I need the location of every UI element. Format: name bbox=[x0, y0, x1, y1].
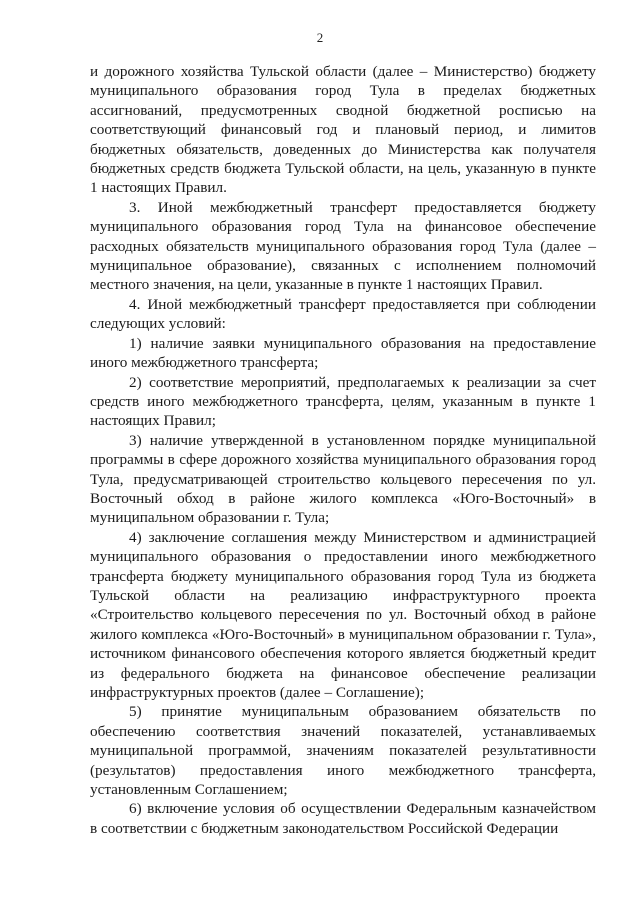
condition-item-6: 6) включение условия об осуществлении Федеральным казначейством в соответствии с бюджетным законодательством Российской Федерации bbox=[90, 800, 596, 837]
condition-item-4: 4) заключение соглашения между Министерством и администрацией муниципального образования о предоставлении иного межбюджетного трансферта бюджету муниципального образования город Тула из бюджета Тульской области на реализацию инфраструктурного проекта «Строительство кольцевого пересечения по ул. Восточный обход в районе жилого комплекса «Юго-Восточный» в муниципальном образовании г. Тула», источником финансового обеспечения которого является бюджетный кредит из федерального бюджета на финансовое обеспечение реализации инфраструктурных проектов (далее – Соглашение); bbox=[90, 528, 596, 701]
paragraph-continuation: и дорожного хозяйства Тульской области (далее – Министерство) бюджету муниципального образования город Тула в пределах бюджетных ассигнований, предусмотренных сводной бюджетной росписью на соответствующий финансовый год и плановый период, и лимитов бюджетных обязательств, доведенных до Министерства как получателя бюджетных средств бюджета Тульской области, на цель, указанную в пункте 1 настоящих Правил. bbox=[90, 63, 596, 197]
paragraph-item-3: 3. Иной межбюджетный трансферт предоставляется бюджету муниципального образования город Тула на финансовое обеспечение расходных обязательств муниципального образования город Тула (далее – муниципальное образование), связанных с исполнением полномочий местного значения, на цели, указанные в пункте 1 настоящих Правил. bbox=[90, 198, 596, 294]
condition-item-1: 1) наличие заявки муниципального образования на предоставление иного межбюджетного трансферта; bbox=[90, 334, 596, 372]
document-body bbox=[90, 62, 596, 838]
condition-item-2: 2) соответствие мероприятий, предполагаемых к реализации за счет средств иного межбюджетного трансферта, целям, указанным в пункте 1 настоящих Правил; bbox=[90, 373, 596, 430]
paragraph-item-4: 4. Иной межбюджетный трансферт предоставляется при соблюдении следующих условий: bbox=[90, 295, 596, 333]
condition-item-3: 3) наличие утвержденной в установленном порядке муниципальной программы в сфере дорожного хозяйства муниципального образования город Тула, предусматривающей строительство кольцевого пересечения по ул. Восточный обход в районе жилого комплекса «Юго-Восточный» в муниципальном образовании г. Тула; bbox=[90, 431, 596, 527]
page-number: 2 bbox=[316, 30, 324, 45]
condition-item-5: 5) принятие муниципальным образованием обязательств по обеспечению соответствия значений показателей, устанавливаемых муниципальной программой, значениям показателей результативности (результатов) предоставления иного межбюджетного трансферта, установленным Соглашением; bbox=[90, 703, 596, 799]
